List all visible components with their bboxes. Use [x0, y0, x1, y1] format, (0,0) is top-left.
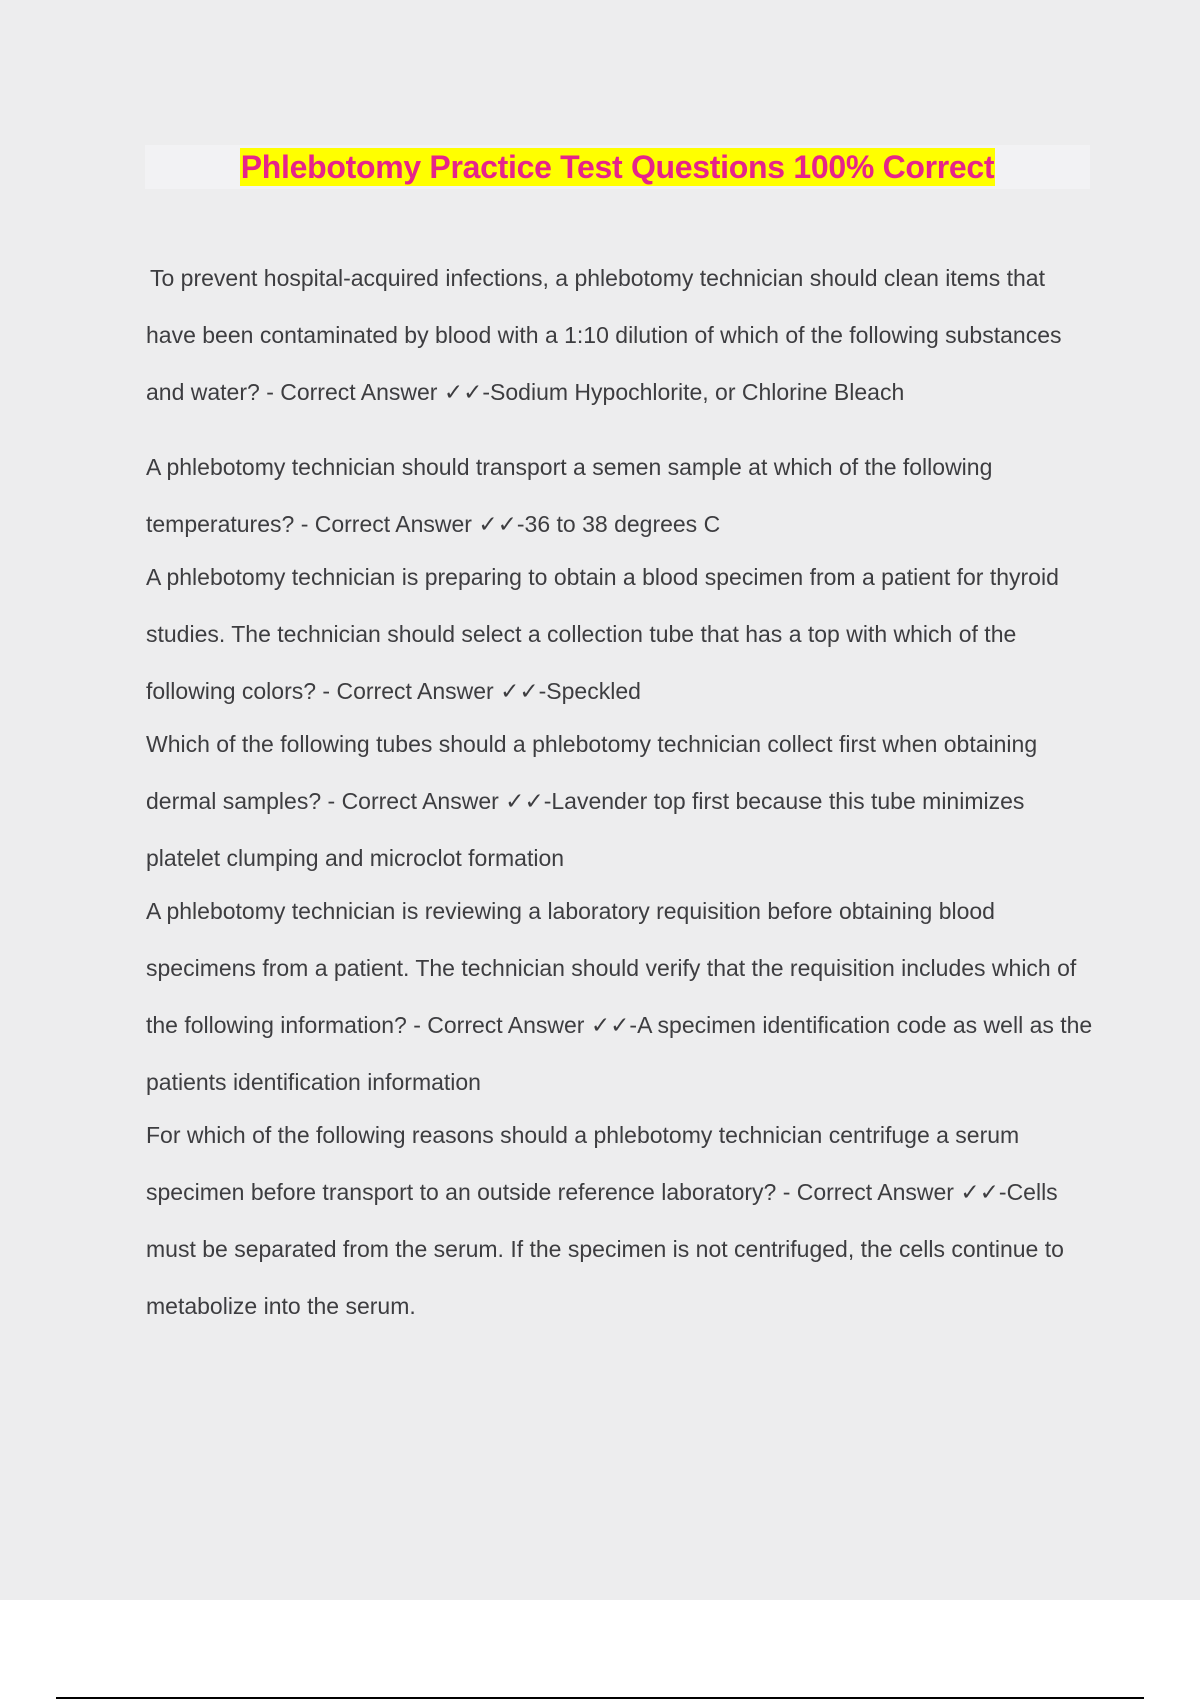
question-text: Which of the following tubes should a phlebotomy technician collect first when obtaining dermal samples? - Correct Answer ✓✓-: [146, 731, 1038, 814]
answer-text: Speckled: [546, 678, 641, 704]
qa-item: [146, 1107, 1096, 1335]
answer-text: 36 to 38 degrees C: [524, 511, 721, 537]
question-text: A phlebotomy technician is reviewing a laboratory requisition before obtaining blood specimens from a patient. The technician should verify that the requisition includes which of the following information? - Correct Answer ✓✓-: [146, 898, 1077, 1038]
answer-text: A specimen identification code as well as the patients identification information: [146, 1012, 1093, 1095]
qa-item: [146, 250, 1096, 421]
question-text: A phlebotomy technician should transport a semen sample at which of the following temperatures? - Correct Answer ✓✓-: [146, 454, 993, 537]
answer-text: Cells must be separated from the serum. If the specimen is not centrifuged, the cells continue to metabolize into the serum.: [146, 1179, 1064, 1319]
qa-item: [146, 716, 1096, 887]
question-text: A phlebotomy technician is preparing to obtain a blood specimen from a patient for thyroid studies. The technician should select a collection tube that has a top with which of the following colors? - Correct Answer ✓✓-: [146, 564, 1059, 704]
document-title: Phlebotomy Practice Test Questions 100% Correct: [240, 149, 995, 185]
qa-item: [146, 883, 1096, 1111]
qa-item: [146, 439, 1096, 553]
question-text: To prevent hospital-acquired infections, a phlebotomy technician should clean items that have been contaminated by blood with a 1:10 dilution of which of the following substances and water? - Correct Answer ✓✓-: [146, 265, 1062, 405]
question-text: For which of the following reasons should a phlebotomy technician centrifuge a serum specimen before transport to an outside reference laboratory? - Correct Answer ✓✓-: [146, 1122, 1020, 1205]
qa-list: [146, 250, 1096, 1335]
title-band: [145, 145, 1090, 189]
answer-text: Lavender top first because this tube minimizes platelet clumping and microclot formation: [146, 788, 1025, 871]
bottom-rule: [56, 1697, 1144, 1699]
answer-text: Sodium Hypochlorite, or Chlorine Bleach: [490, 379, 905, 405]
qa-item: [146, 549, 1096, 720]
